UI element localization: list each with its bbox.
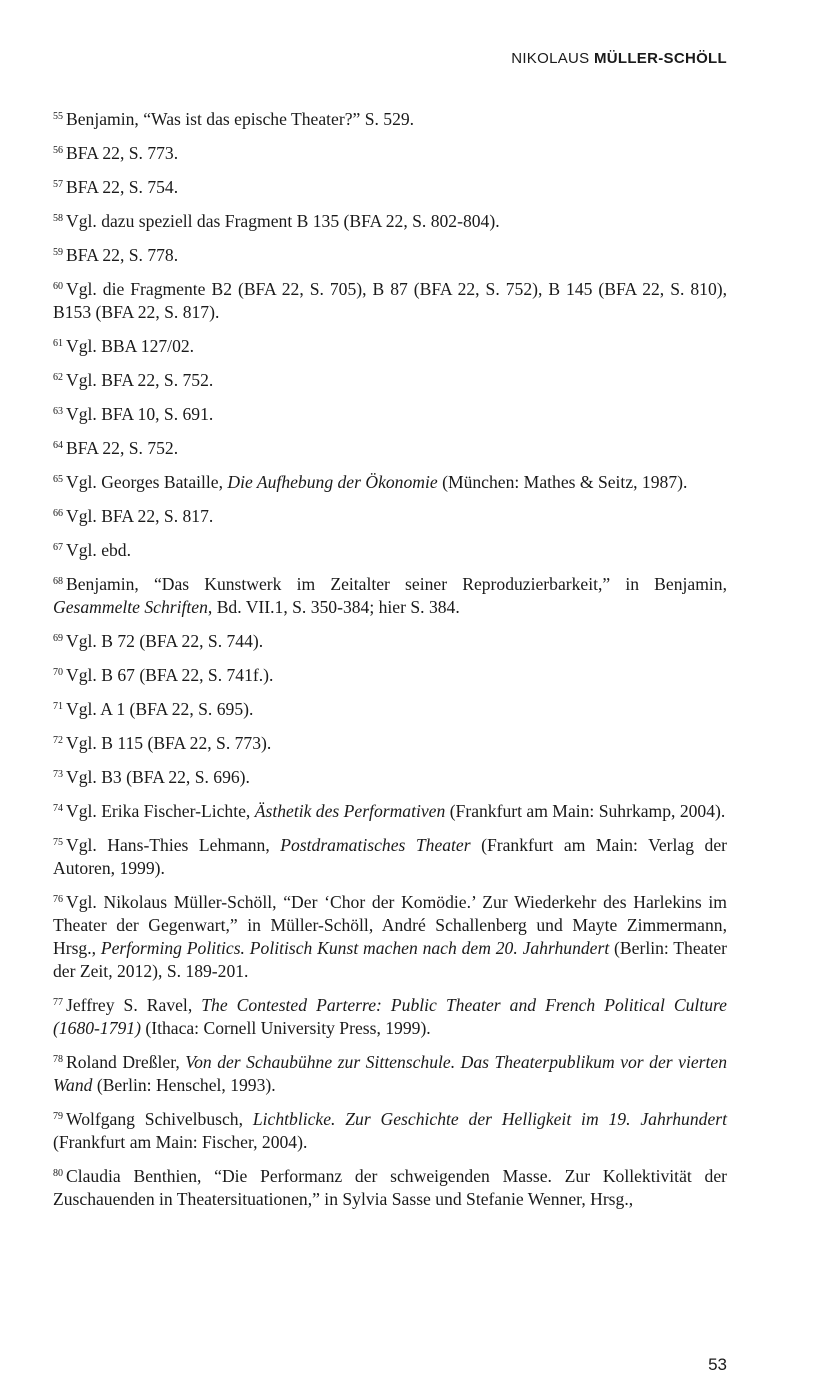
footnote-text: BFA 22, S. 778. [66, 245, 179, 265]
footnote-number: 65 [53, 474, 63, 485]
footnote [53, 210, 727, 233]
footnote-number: 61 [53, 338, 63, 349]
footnote [53, 335, 727, 358]
footnote-number: 70 [53, 667, 63, 678]
footnote-number: 74 [53, 803, 63, 814]
footnote [53, 142, 727, 165]
footnote-title: Die Aufhebung der Ökonomie [227, 472, 438, 492]
footnote [53, 403, 727, 426]
footnote-number: 67 [53, 542, 63, 553]
footnote-number: 55 [53, 111, 63, 122]
footnote-text: Vgl. BFA 22, S. 752. [66, 370, 214, 390]
footnote-text: Vgl. BFA 22, S. 817. [66, 506, 214, 526]
footnote-text: Vgl. B 115 (BFA 22, S. 773). [66, 733, 272, 753]
footnote-number: 57 [53, 179, 63, 190]
footnote-number: 79 [53, 1111, 63, 1122]
footnote [53, 369, 727, 392]
footnote-text: Vgl. BFA 10, S. 691. [66, 404, 214, 424]
footnote-text: Vgl. Erika Fischer-Lichte, [66, 801, 255, 821]
footnote-text: Vgl. B 72 (BFA 22, S. 744). [66, 631, 264, 651]
footnote-text: Vgl. Georges Bataille, [66, 472, 228, 492]
footnote [53, 437, 727, 460]
footnote [53, 994, 727, 1040]
footnote-number: 71 [53, 701, 63, 712]
footnote [53, 834, 727, 880]
footnote-text: Jeffrey S. Ravel, [66, 995, 202, 1015]
footnotes-list [53, 108, 727, 1222]
footnote-number: 60 [53, 281, 63, 292]
footnote [53, 176, 727, 199]
footnote-number: 58 [53, 213, 63, 224]
footnote-text: Vgl. BBA 127/02. [66, 336, 195, 356]
footnote-text: Roland Dreßler, [66, 1052, 186, 1072]
footnote-text: Vgl. Nikolaus Müller-Schöll, “Der ‘Chor der Komödie.’ Zur Wiederkehr des Harlekins im Theater der Gegenwart,” in Müller-Schöll, André Schallenberg und Mayte Zimmermann, Hrsg., [53, 892, 727, 958]
page-number: 53 [708, 1355, 727, 1374]
footnote-text: Wolfgang Schivelbusch, [66, 1109, 253, 1129]
footnote-number: 76 [53, 894, 63, 905]
footnote-number: 75 [53, 837, 63, 848]
footnote-text: (Frankfurt am Main: Suhrkamp, 2004). [445, 801, 726, 821]
footnote [53, 800, 727, 823]
footnote-title: Gesammelte Schriften [53, 597, 208, 617]
footnote-text: Vgl. B3 (BFA 22, S. 696). [66, 767, 250, 787]
running-header [511, 50, 727, 67]
footnote-title: The Contested Parterre: Public Theater and French Political Culture (1680-1791) [53, 995, 727, 1038]
footnote-number: 56 [53, 145, 63, 156]
footnote-number: 78 [53, 1054, 63, 1065]
footnote-text: Claudia Benthien, “Die Performanz der schweigenden Masse. Zur Kollektivität der Zuschauenden in Theatersituationen,” in Sylvia Sasse und Stefanie Wenner, Hrsg., [53, 1166, 727, 1209]
footnote [53, 244, 727, 267]
footnote-text: (Berlin: Henschel, 1993). [92, 1075, 276, 1095]
footnote-text: Vgl. A 1 (BFA 22, S. 695). [66, 699, 254, 719]
footnote [53, 630, 727, 653]
footnote-text: (Frankfurt am Main: Verlag der Autoren, 1999). [53, 835, 727, 878]
header-author-first: NIKOLAUS [511, 50, 594, 67]
footnote [53, 891, 727, 983]
footnote [53, 732, 727, 755]
footnote-text: (München: Mathes & Seitz, 1987). [437, 472, 688, 492]
footnote-number: 68 [53, 576, 63, 587]
footnote-text: Vgl. Hans-Thies Lehmann, [66, 835, 281, 855]
footnote-number: 62 [53, 372, 63, 383]
footnote-text: Benjamin, “Das Kunstwerk im Zeitalter seiner Reproduzierbarkeit,” in Benjamin, [66, 574, 727, 594]
footnote-number: 77 [53, 997, 63, 1008]
footnote-text: (Ithaca: Cornell University Press, 1999). [140, 1018, 431, 1038]
footnote-text: Benjamin, “Was ist das epische Theater?” S. 529. [66, 109, 415, 129]
footnote [53, 278, 727, 324]
footnote [53, 539, 727, 562]
footnote-text: Vgl. die Fragmente B2 (BFA 22, S. 705), B 87 (BFA 22, S. 752), B 145 (BFA 22, S. 810), B153 (BFA 22, S. 817). [53, 279, 727, 322]
footnote [53, 664, 727, 687]
footnote-number: 59 [53, 247, 63, 258]
footnote-number: 63 [53, 406, 63, 417]
footnote-text: , Bd. VII.1, S. 350-384; hier S. 384. [207, 597, 460, 617]
footnote [53, 108, 727, 131]
footnote-text: Vgl. dazu speziell das Fragment B 135 (BFA 22, S. 802-804). [66, 211, 500, 231]
footnote-text: (Frankfurt am Main: Fischer, 2004). [53, 1132, 308, 1152]
footnote-title: Postdramatisches Theater [280, 835, 471, 855]
footnote-number: 66 [53, 508, 63, 519]
footnote [53, 505, 727, 528]
footnote [53, 698, 727, 721]
header-author-last: MÜLLER-SCHÖLL [593, 50, 727, 67]
footnote-number: 72 [53, 735, 63, 746]
footnote [53, 1108, 727, 1154]
footnote [53, 1051, 727, 1097]
footnote-text: BFA 22, S. 773. [66, 143, 179, 163]
footnote-number: 80 [53, 1168, 63, 1179]
footnote-text: BFA 22, S. 752. [66, 438, 179, 458]
footnote-text: Vgl. ebd. [66, 540, 131, 560]
footnote [53, 1165, 727, 1211]
footnote-number: 69 [53, 633, 63, 644]
footnote-number: 64 [53, 440, 63, 451]
footnote-title: Von der Schaubühne zur Sittenschule. Das Theaterpublikum vor der vierten Wand [53, 1052, 727, 1095]
footnote [53, 766, 727, 789]
footnote [53, 573, 727, 619]
footnote-text: BFA 22, S. 754. [66, 177, 179, 197]
footnote-title: Performing Politics. Politisch Kunst machen nach dem 20. Jahrhundert [100, 938, 610, 958]
footnote-title: Ästhetik des Performativen [254, 801, 446, 821]
footnote-title: Lichtblicke. Zur Geschichte der Helligkeit im 19. Jahrhundert [252, 1109, 727, 1129]
footnote-text: Vgl. B 67 (BFA 22, S. 741f.). [66, 665, 274, 685]
footnote [53, 471, 727, 494]
footnote-text: (Berlin: Theater der Zeit, 2012), S. 189-201. [53, 938, 728, 981]
footnote-number: 73 [53, 769, 63, 780]
